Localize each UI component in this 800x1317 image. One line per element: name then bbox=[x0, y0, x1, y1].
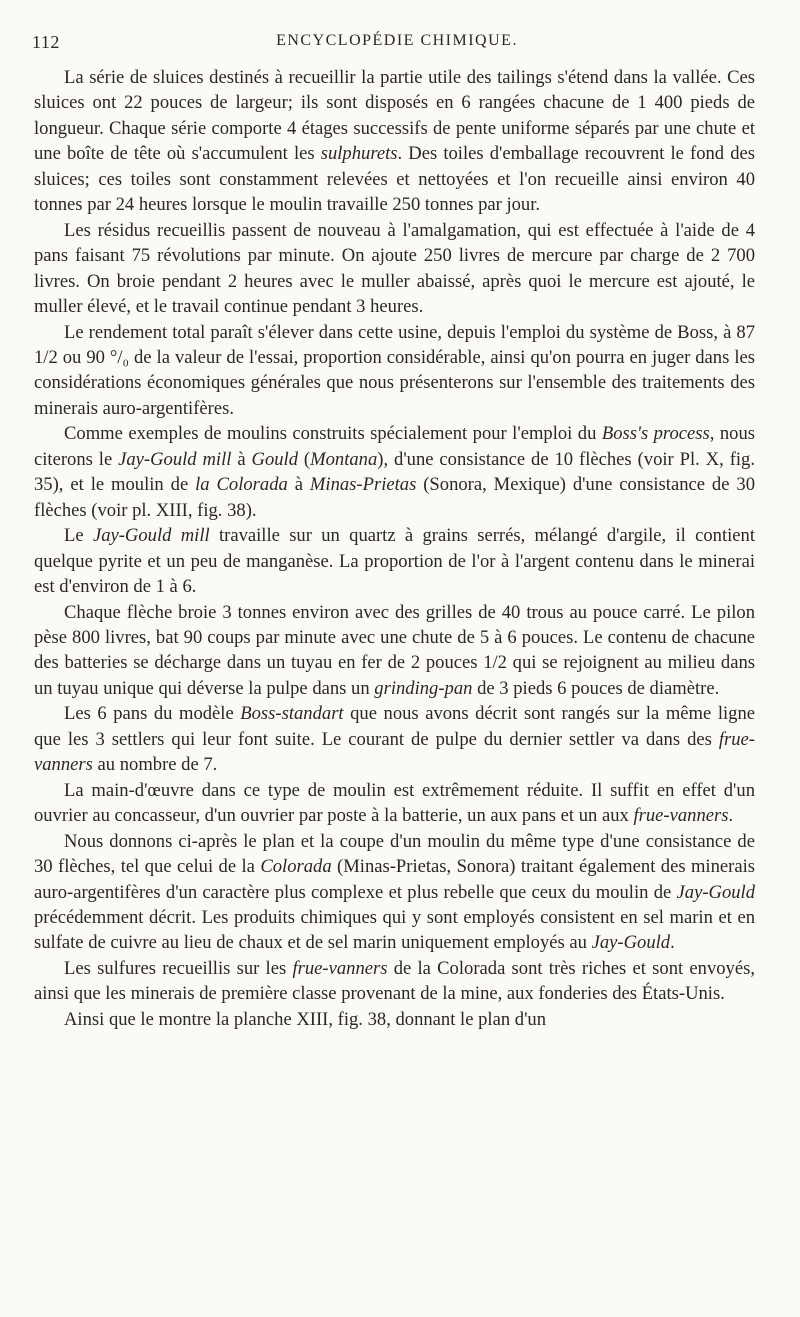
italic-term: Minas-Prietas bbox=[309, 474, 417, 496]
page-number: 112 bbox=[32, 32, 60, 52]
text-run: ), d'une consistance de 10 flèches (voir Pl. X, fig. 35), et le moulin de bbox=[34, 448, 755, 496]
italic-term: Jay-Gould mill bbox=[118, 448, 232, 470]
italic-term: Jay-Gould mill bbox=[92, 525, 210, 547]
text-run: Chaque flèche broie 3 tonnes environ avec des grilles de 40 trous au pouce carré. Le pilon pèse 800 livres, bat 90 coups par minute avec une chute de 5 à 6 pouces. Le contenu de chacune des batteries se décharge dans un tuyau en fer de 2 pouces 1/2 qui se rejoignent au milieu dans un tuyau unique qui déverse la pulpe dans un bbox=[34, 601, 755, 699]
text-run: (Minas-Prietas, Sonora) traitant également des minerais auro-argentifères d'un caractère plus complexe et plus rebelle que ceux du moulin de bbox=[34, 856, 755, 903]
paragraph bbox=[34, 65, 755, 218]
italic-term: grinding-pan bbox=[374, 677, 473, 699]
page-header bbox=[32, 32, 762, 58]
text-run: (Sonora, Mexique) d'une consistance de 30 flèches (voir pl. XIII, fig. 38). bbox=[34, 474, 755, 521]
paragraph bbox=[34, 1007, 755, 1032]
italic-term: frue-vanners bbox=[633, 805, 729, 827]
italic-term: Gould bbox=[251, 448, 299, 470]
text-run: de la Colorada sont très riches et sont envoyés, ainsi que les minerais de première classe provenant de la mine, aux fonderies des États-Unis. bbox=[34, 957, 755, 1005]
text-run: Ainsi que le montre la planche XIII, fig. 38, donnant le plan d'un bbox=[64, 1008, 547, 1030]
text-run: Les sulfures recueillis sur les bbox=[64, 957, 293, 979]
paragraph bbox=[34, 421, 755, 523]
text-run: . bbox=[728, 805, 734, 827]
text-run: Le rendement total paraît s'élever dans cette usine, depuis l'emploi du système de Boss, à 87 1/2 ou 90 °/₀ de la valeur de l'essai, proportion considérable, ainsi qu'on pourra en juger dans les considérations économiques générales que nous présenterons sur l'ensemble des traitements des minerais auro-argentifères. bbox=[34, 321, 755, 419]
text-run: précédemment décrit. Les produits chimiques qui y sont employés consistent en sel marin et en sulfate de cuivre au lieu de chaux et de sel marin uniquement employés au bbox=[34, 906, 755, 954]
italic-term: frue-vanners bbox=[292, 957, 388, 979]
italic-term: sulphurets bbox=[320, 143, 398, 165]
text-run: Nous donnons ci-après le plan et la coupe d'un moulin du même type d'une consistance de 30 flèches, tel que celui de la bbox=[34, 830, 755, 878]
text-run: La main-d'œuvre dans ce type de moulin est extrêmement réduite. Il suffit en effet d'un ouvrier au concasseur, d'un ouvrier par poste à la batterie, un aux pans et un aux bbox=[34, 779, 755, 827]
paragraph bbox=[34, 778, 755, 829]
text-run: ( bbox=[298, 448, 311, 470]
text-run: Les résidus recueillis passent de nouveau à l'amalgamation, qui est effectuée à l'aide de 4 pans faisant 75 révolutions par minute. On ajoute 250 livres de mercure par charge de 2 700 livres. On broie pendant 2 heures avec le muller abaissé, après quoi le mercure est ajouté, le muller élevé, et le travail continue pendant 3 heures. bbox=[34, 219, 755, 318]
italic-term: la Colorada bbox=[195, 474, 288, 496]
running-title: ENCYCLOPÉDIE CHIMIQUE. bbox=[276, 32, 518, 49]
text-run: Le bbox=[64, 525, 93, 547]
text-run: à bbox=[287, 474, 310, 496]
italic-term: Boss-standart bbox=[240, 703, 344, 725]
text-run: de 3 pieds 6 pouces de diamètre. bbox=[472, 677, 720, 699]
paragraph bbox=[34, 829, 755, 956]
text-run: au nombre de 7. bbox=[92, 754, 218, 776]
body-text bbox=[34, 65, 755, 1032]
text-run: à bbox=[231, 448, 252, 470]
text-run: . bbox=[670, 932, 675, 954]
text-run: que nous avons décrit sont rangés sur la même ligne que les 3 settlers qui leur font suite. Le courant de pulpe du dernier settler va dans des bbox=[34, 703, 755, 750]
text-run: Comme exemples de moulins construits spécialement pour l'emploi du bbox=[64, 423, 602, 445]
paragraph bbox=[34, 956, 755, 1007]
text-run: , nous citerons le bbox=[34, 423, 755, 470]
paragraph bbox=[34, 218, 755, 320]
text-run: travaille sur un quartz à grains serrés, mélangé d'argile, il contient quelque pyrite et un peu de manganèse. La proportion de l'or à l'argent contenu dans le minerai est d'environ de 1 à 6. bbox=[34, 525, 755, 598]
italic-term: Montana bbox=[310, 448, 378, 470]
paragraph bbox=[34, 320, 755, 422]
italic-term: Jay-Gould bbox=[676, 881, 755, 903]
italic-term: Jay-Gould bbox=[591, 932, 671, 954]
italic-term: Boss's process bbox=[601, 423, 710, 445]
italic-term: Colorada bbox=[260, 856, 332, 878]
paragraph bbox=[34, 600, 755, 702]
italic-term: frue-vanners bbox=[34, 728, 755, 776]
paragraph bbox=[34, 701, 755, 777]
paragraph bbox=[34, 523, 755, 599]
text-run: La série de sluices destinés à recueillir la partie utile des tailings s'étend dans la vallée. Ces sluices ont 22 pouces de largeur; ils sont disposés en 6 rangées chacune de 1 400 pieds de longueur. Chaque série comporte 4 étages successifs de pente uniforme séparés par une chute et une boîte de tête où s'accumulent les bbox=[34, 67, 755, 165]
text-run: Les 6 pans du modèle bbox=[64, 703, 241, 725]
text-run: . Des toiles d'emballage recouvrent le fond des sluices; ces toiles sont constamment relevées et nettoyées et l'on recueille ainsi environ 40 tonnes par 24 heures lorsque le moulin travaille 250 tonnes par jour. bbox=[34, 143, 755, 216]
